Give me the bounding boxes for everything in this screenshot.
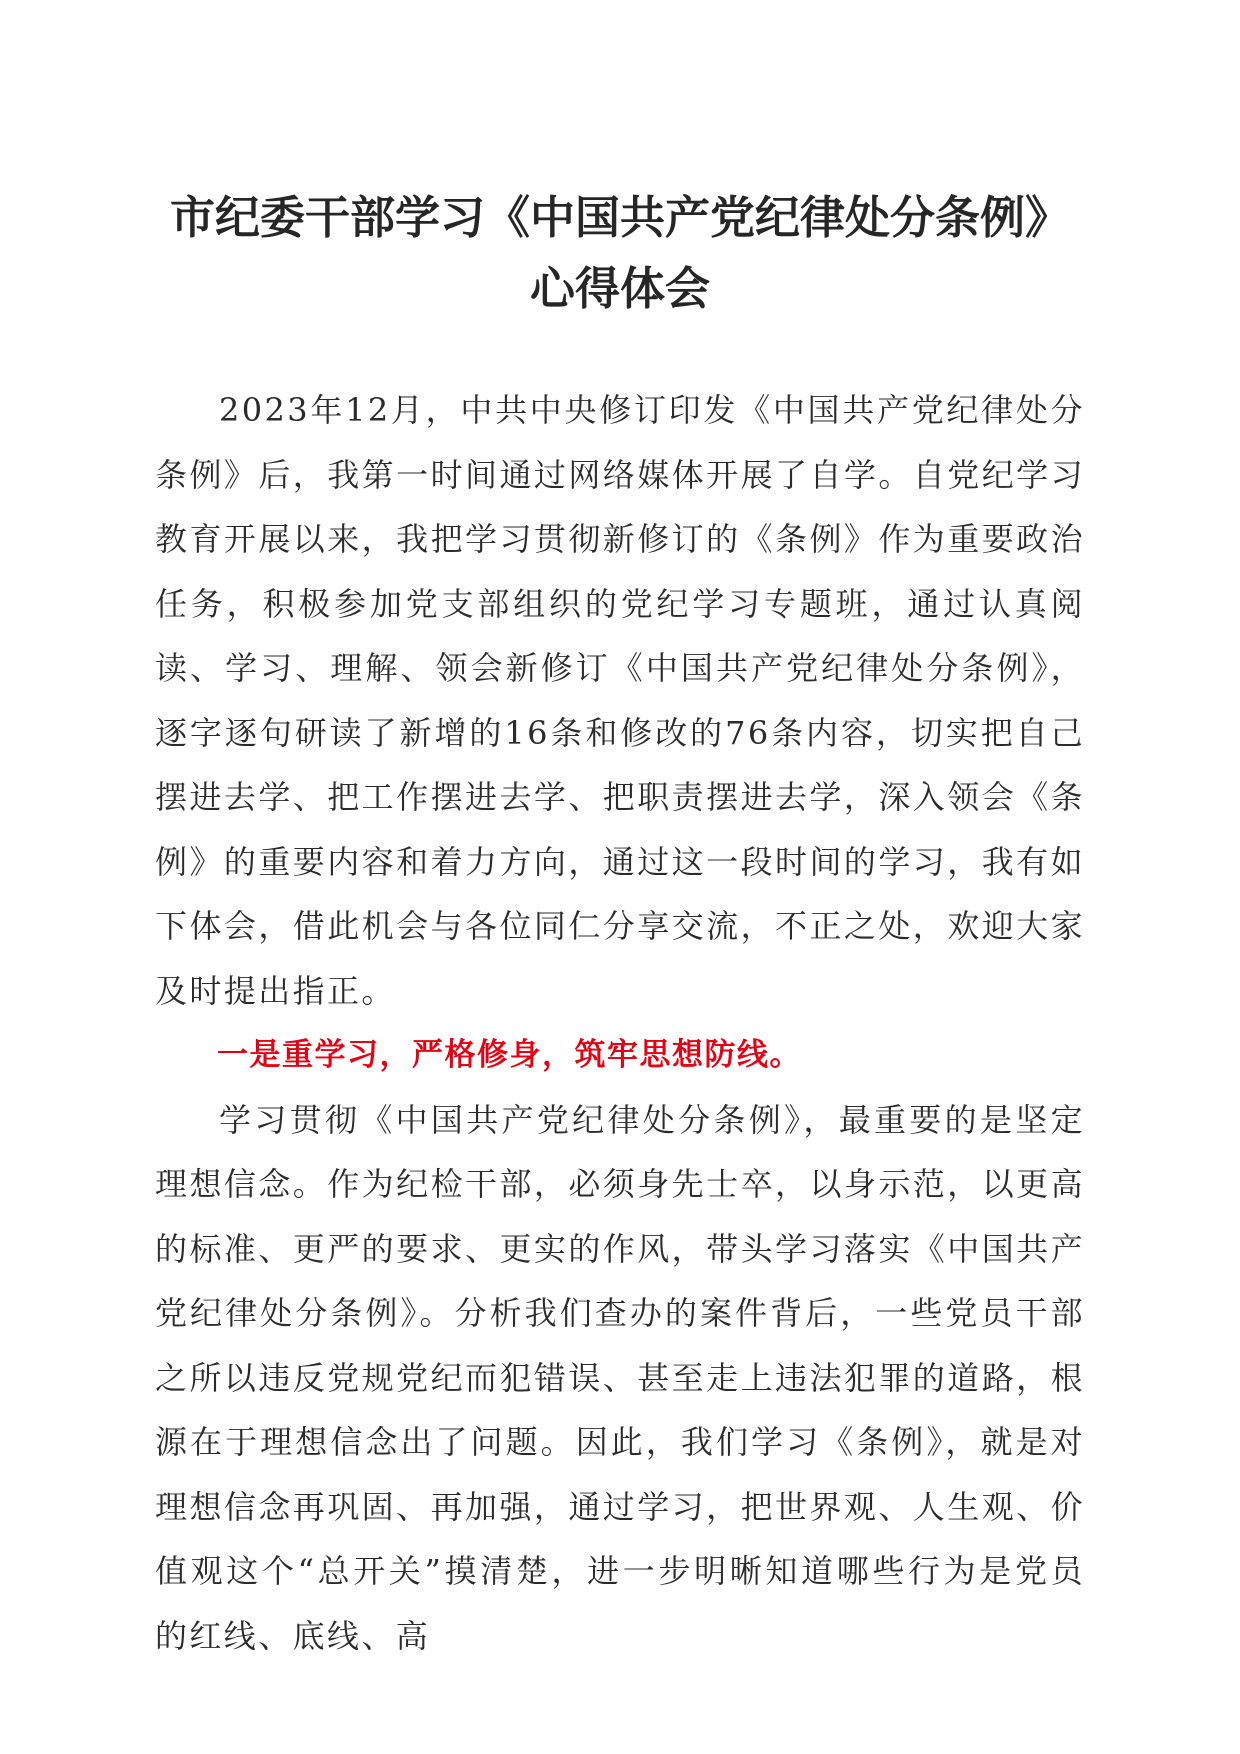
paragraph-section-1: 学习贯彻《中国共产党纪律处分条例》，最重要的是坚定理想信念。作为纪检干部，必须身先士卒，以身示范，以更高的标准、更严的要求、更实的作风，带头学习落实《中国共产党纪律处分条例》。分析我们查办的案件背后，一些党员干部之所以违反党规党纪而犯错误、甚至走上违法犯罪的道路，根源在于理想信念出了问题。因此，我们学习《条例》，就是对理想信念再巩固、再加强，通过学习，把世界观、人生观、价值观这个“总开关”摸清楚，进一步明晰知道哪些行为是党员的红线、底线、高 [155, 1100, 1085, 1655]
section-heading-1: 一是重学习，严格修身，筑牢思想防线。 [217, 1037, 802, 1073]
document-body [155, 378, 1085, 1668]
title-line-2: 心得体会 [529, 262, 710, 315]
document-title [120, 182, 1120, 324]
title-line-1: 市纪委干部学习《中国共产党纪律处分条例》 [169, 191, 1070, 244]
paragraph-intro: 2023年12月，中共中央修订印发《中国共产党纪律处分条例》后，我第一时间通过网络媒体开展了自学。自党纪学习教育开展以来，我把学习贯彻新修订的《条例》作为重要政治任务，积极参加党支部组织的党纪学习专题班，通过认真阅读、学习、理解、领会新修订《中国共产党纪律处分条例》，逐字逐句研读了新增的16条和修改的76条内容，切实把自己摆进去学、把工作摆进去学、把职责摆进去学，深入领会《条例》的重要内容和着力方向，通过这一段时间的学习，我有如下体会，借此机会与各位同仁分享交流，不正之处，欢迎大家及时提出指正。 [155, 391, 1085, 1010]
